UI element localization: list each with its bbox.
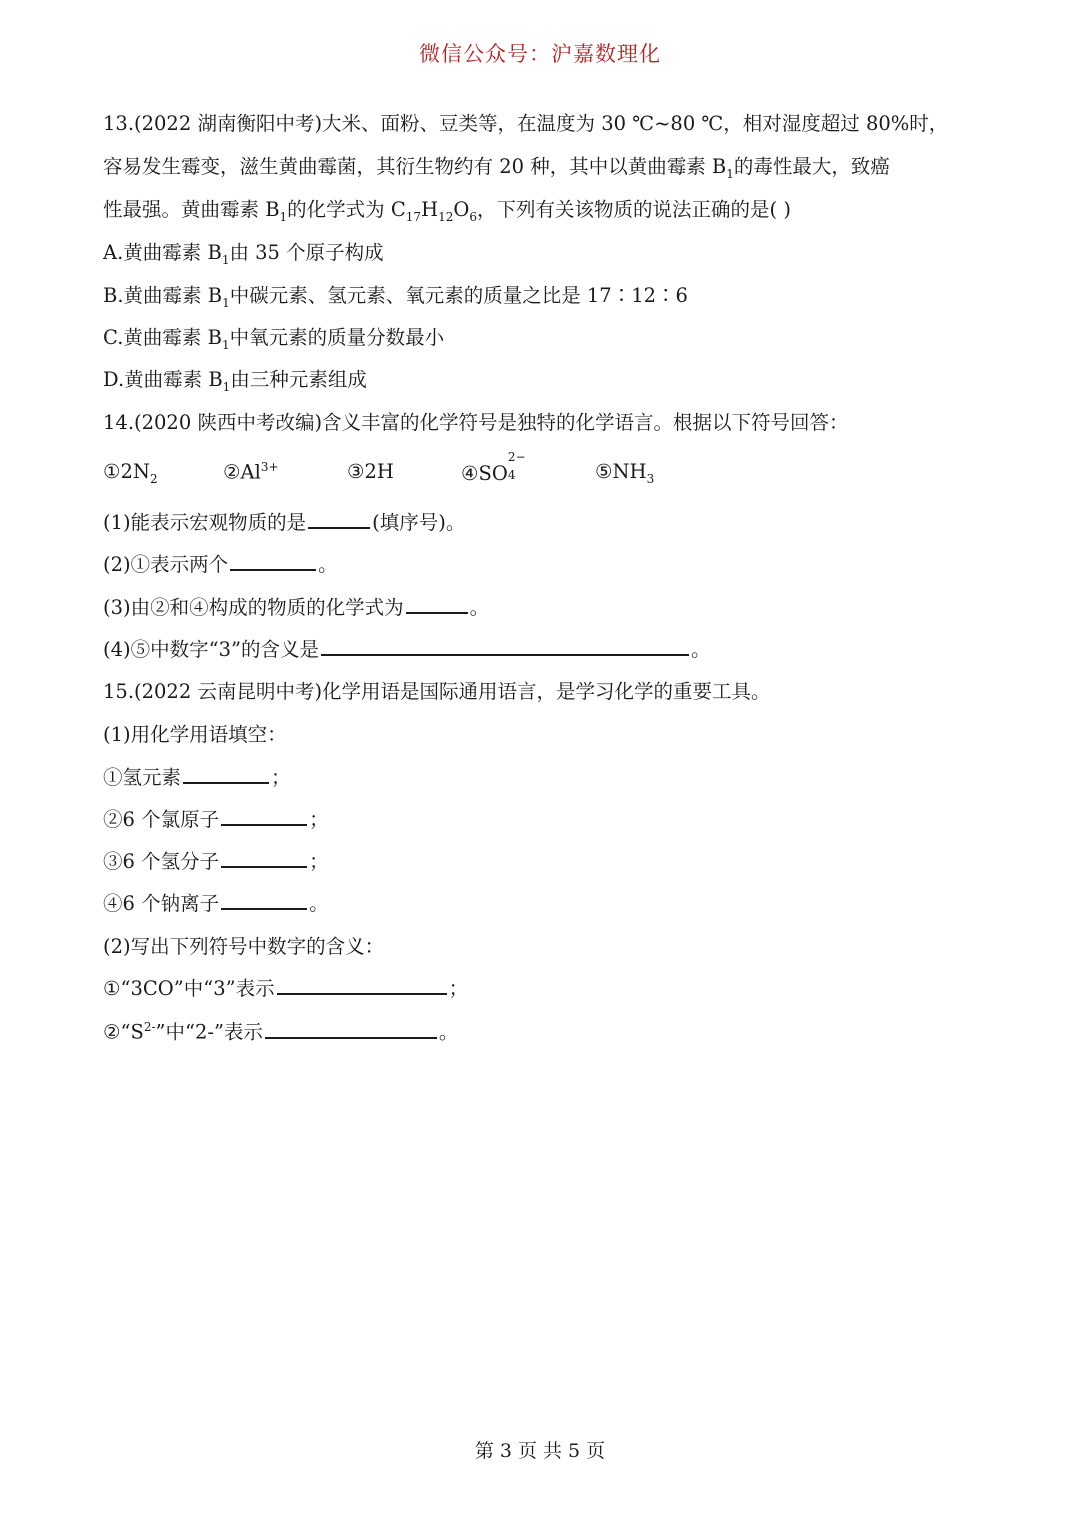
q14-part2-end: 。 — [318, 553, 338, 576]
q15-meaning1-end: ； — [448, 977, 469, 1000]
q13-line3-text-b: 的化学式为 C — [287, 198, 406, 221]
answer-blank[interactable] — [265, 1036, 437, 1039]
q15-item1 — [103, 766, 291, 789]
q15-item1-end: ； — [271, 766, 291, 789]
q15-item3 — [103, 850, 329, 873]
q13-option-b-text-a: B.黄曲霉素 B — [103, 284, 223, 307]
q13-option-b-text-b: 中碳元素、氢元素、氧元素的质量之比是 17∶12∶6 — [229, 284, 688, 307]
q13-line3-sub-b1: 1 — [279, 209, 288, 224]
q15-part1-heading: (1)用化学用语填空： — [103, 723, 287, 746]
q15-meaning2-end: 。 — [438, 1020, 459, 1044]
answer-blank[interactable] — [221, 907, 307, 910]
symbol-nh3-sub: 3 — [646, 471, 655, 486]
q15-item4 — [103, 892, 329, 915]
q15-item4-end: 。 — [309, 892, 329, 915]
q13-option-d-sub: 1 — [222, 379, 231, 394]
q15-meaning2-sup: 2- — [143, 1020, 156, 1034]
symbol-al3-text: ②Al — [223, 460, 261, 484]
symbol-2n2-sub: 2 — [149, 471, 158, 486]
answer-blank[interactable] — [221, 865, 307, 868]
q13-option-a-sub: 1 — [221, 252, 230, 267]
q13-option-d — [103, 368, 367, 394]
answer-blank[interactable] — [183, 781, 269, 784]
q13-line3-text-d: O — [453, 198, 470, 221]
answer-blank[interactable] — [321, 653, 689, 656]
q14-part4 — [103, 638, 710, 661]
q15-item3-text: ③6 个氢分子 — [103, 850, 220, 873]
symbol-so4-sup: 2− — [507, 450, 526, 464]
q14-part1 — [103, 511, 465, 534]
q14-part1-text: (1)能表示宏观物质的是 — [103, 511, 307, 534]
q13-formula-sub-c: 17 — [405, 209, 422, 224]
q13-option-d-text-b: 由三种元素组成 — [230, 368, 367, 391]
q15-meaning2 — [103, 1020, 458, 1044]
symbol-so4-sub: 4 — [507, 468, 516, 482]
symbol-nh3-text: ⑤NH — [595, 460, 647, 483]
q15-item4-text: ④6 个钠离子 — [103, 892, 220, 915]
q13-line2-sub: 1 — [726, 166, 734, 181]
q13-formula-sub-h: 12 — [438, 209, 454, 224]
q13-option-a — [103, 241, 384, 267]
q14-part3-end: 。 — [469, 596, 490, 619]
watermark-header: 微信公众号：沪嘉数理化 — [419, 42, 661, 66]
symbol-nh3 — [595, 460, 654, 486]
q13-stem-line2 — [103, 155, 890, 181]
q13-line3-text-c: H — [421, 198, 439, 221]
symbol-al3 — [223, 460, 279, 484]
q15-item1-text: ①氢元素 — [103, 766, 182, 789]
q13-option-b — [103, 284, 688, 310]
symbol-so4-stack — [507, 450, 526, 482]
symbol-so4 — [461, 450, 526, 485]
q15-item3-end: ； — [309, 850, 329, 873]
q14-part3-text: (3)由②和④构成的物质的化学式为 — [103, 596, 404, 619]
q13-line2-text-a: 容易发生霉变，滋生黄曲霉菌，其衍生物约有 20 种，其中以黄曲霉素 B — [103, 155, 727, 178]
q13-option-a-text-a: A.黄曲霉素 B — [103, 241, 222, 264]
q14-part1-end: (填序号)。 — [372, 511, 466, 534]
q14-part4-text: (4)⑤中数字“3”的含义是 — [103, 638, 319, 661]
symbol-al3-sup: 3+ — [260, 460, 279, 474]
q15-stem: 15.(2022 云南昆明中考)化学用语是国际通用语言，是学习化学的重要工具。 — [103, 680, 771, 703]
q13-stem-line3 — [103, 198, 791, 224]
q13-formula-sub-o: 6 — [469, 209, 478, 224]
q13-stem-line1: 13.(2022 湖南衡阳中考)大米、面粉、豆类等，在温度为 30 ℃~80 ℃，相对湿度超过 80%时， — [103, 112, 949, 135]
q14-part2 — [103, 553, 338, 576]
answer-blank[interactable] — [406, 611, 468, 614]
q13-option-c-text-a: C.黄曲霉素 B — [103, 326, 222, 349]
answer-blank[interactable] — [308, 526, 370, 529]
q13-option-c-text-b: 中氧元素的质量分数最小 — [229, 326, 445, 349]
symbol-2n2 — [103, 460, 158, 486]
q15-meaning2-text-a: ②“S — [103, 1020, 144, 1044]
q15-item2 — [103, 808, 329, 831]
q13-option-c-sub: 1 — [221, 337, 230, 352]
q14-stem: 14.(2020 陕西中考改编)含义丰富的化学符号是独特的化学语言。根据以下符号回答： — [103, 411, 849, 434]
symbol-so4-text: ④SO — [461, 462, 508, 485]
answer-blank[interactable] — [230, 568, 316, 571]
q15-meaning1 — [103, 977, 468, 1000]
q15-item2-text: ②6 个氯原子 — [103, 808, 220, 831]
q14-part4-end: 。 — [690, 638, 711, 661]
q14-part3 — [103, 596, 489, 619]
answer-blank[interactable] — [277, 992, 447, 995]
q14-part2-text: (2)①表示两个 — [103, 553, 229, 576]
page-number: 第 3 页 共 5 页 — [474, 1440, 606, 1462]
q13-line3-text-a: 性最强。黄曲霉素 B — [103, 198, 280, 221]
symbol-2h: ③2H — [347, 460, 394, 483]
q15-item2-end: ； — [309, 808, 329, 831]
q15-meaning1-text: ①“3CO”中“3”表示 — [103, 977, 275, 1000]
q13-option-a-text-b: 由 35 个原子构成 — [229, 241, 384, 264]
q13-option-b-sub: 1 — [222, 295, 230, 310]
q13-option-c — [103, 326, 444, 352]
q13-option-d-text-a: D.黄曲霉素 B — [103, 368, 223, 391]
q15-meaning2-text-b: ”中“2-”表示 — [155, 1020, 263, 1044]
answer-blank[interactable] — [221, 823, 307, 826]
symbol-2n2-text: ①2N — [103, 460, 150, 483]
q13-line3-text-e: ，下列有关该物质的说法正确的是( ) — [477, 198, 791, 221]
q13-line2-text-b: 的毒性最大，致癌 — [733, 155, 890, 178]
q15-part2-heading: (2)写出下列符号中数字的含义： — [103, 935, 385, 958]
